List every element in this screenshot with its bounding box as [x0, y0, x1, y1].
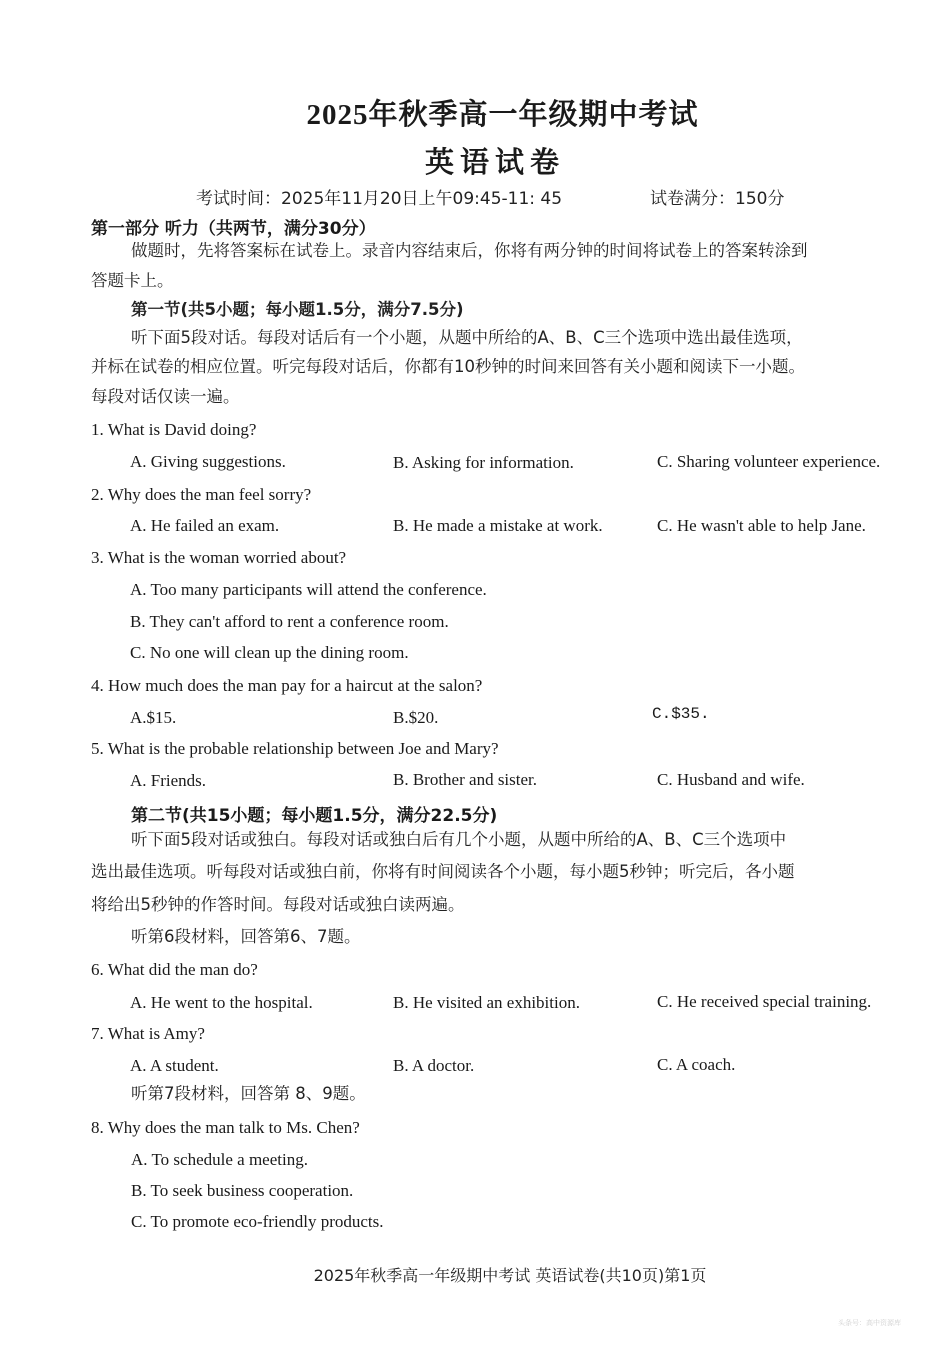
question-2-option-b: B. He made a mistake at work. [393, 516, 603, 535]
question-7-stem: 7. What is Amy? [91, 1024, 205, 1043]
full-score: 试卷满分：150分 [650, 189, 785, 209]
section1-instruction-line1: 听下面5段对话。每段对话后有一个小题，从题中所给的A、B、C三个选项中选出最佳选项， [131, 328, 803, 347]
question-6-stem: 6. What did the man do? [91, 960, 258, 979]
question-1-option-c: C. Sharing volunteer experience. [657, 452, 881, 471]
question-4-option-b: B.$20. [393, 708, 439, 727]
question-8-option-a: A. To schedule a meeting. [131, 1150, 308, 1169]
question-7-option-c: C. A coach. [657, 1055, 736, 1074]
question-5-option-b: B. Brother and sister. [393, 770, 538, 789]
question-2-option-a: A. He failed an exam. [130, 516, 280, 535]
question-4-stem: 4. How much does the man pay for a haircut at the salon? [91, 676, 483, 695]
material-7-note: 听第7段材料，回答第 8、9题。 [131, 1084, 366, 1103]
question-7-option-b: B. A doctor. [393, 1056, 475, 1075]
question-5-option-c: C. Husband and wife. [657, 770, 805, 789]
question-1-option-a: A. Giving suggestions. [130, 452, 286, 471]
section2-instruction-line3: 将给出5秒钟的作答时间。每段对话或独白读两遍。 [91, 895, 465, 914]
question-4-option-c: C.$35. [652, 705, 710, 723]
section1-heading: 第一节(共5小题；每小题1.5分，满分7.5分) [131, 300, 464, 319]
section2-heading: 第二节(共15小题；每小题1.5分，满分22.5分) [131, 806, 498, 826]
question-8-option-b: B. To seek business cooperation. [131, 1181, 354, 1200]
exam-time: 考试时间：2025年11月20日上午09:45-11: 45 [196, 189, 563, 209]
question-8-stem: 8. Why does the man talk to Ms. Chen? [91, 1118, 360, 1137]
question-8-option-c: C. To promote eco-friendly products. [131, 1212, 384, 1231]
part1-instruction-line1: 做题时，先将答案标在试卷上。录音内容结束后，你将有两分钟的时间将试卷上的答案转涂到 [131, 241, 808, 260]
section2-instruction-line2: 选出最佳选项。听每段对话或独白前，你将有时间阅读各个小题，每小题5秒钟；听完后，各小题 [91, 862, 795, 881]
material-6-note: 听第6段材料，回答第6、7题。 [131, 927, 361, 946]
question-3-option-c: C. No one will clean up the dining room. [130, 643, 409, 662]
section1-instruction-line3: 每段对话仅读一遍。 [91, 387, 240, 406]
question-7-option-a: A. A student. [130, 1056, 219, 1075]
question-3-option-b: B. They can't afford to rent a conference room. [130, 612, 449, 631]
question-3-stem: 3. What is the woman worried about? [91, 548, 347, 567]
watermark: 头条号：高中资源库 [838, 1319, 901, 1327]
question-6-option-c: C. He received special training. [657, 992, 872, 1011]
section1-instruction-line2: 并标在试卷的相应位置。听完每段对话后，你都有10秒钟的时间来回答有关小题和阅读下一小题。 [91, 357, 805, 376]
question-1-option-b: B. Asking for information. [393, 453, 574, 472]
part1-instruction-line2: 答题卡上。 [91, 271, 174, 290]
question-2-stem: 2. Why does the man feel sorry? [91, 485, 312, 504]
exam-title: 2025年秋季高一年级期中考试 [306, 99, 699, 131]
section2-instruction-line1: 听下面5段对话或独白。每段对话或独白后有几个小题，从题中所给的A、B、C三个选项中 [131, 830, 787, 849]
question-1-stem: 1. What is David doing? [91, 420, 257, 439]
page-footer: 2025年秋季高一年级期中考试 英语试卷(共10页)第1页 [313, 1266, 707, 1285]
question-5-option-a: A. Friends. [130, 771, 207, 790]
part1-heading: 第一部分 听力（共两节，满分30分） [91, 219, 376, 239]
question-6-option-b: B. He visited an exhibition. [393, 993, 580, 1012]
question-5-stem: 5. What is the probable relationship between Joe and Mary? [91, 739, 499, 758]
question-6-option-a: A. He went to the hospital. [130, 993, 313, 1012]
question-3-option-a: A. Too many participants will attend the conference. [130, 580, 487, 599]
subject-title: 英语试卷 [424, 147, 565, 179]
question-2-option-c: C. He wasn't able to help Jane. [657, 516, 866, 535]
question-4-option-a: A.$15. [130, 708, 177, 727]
